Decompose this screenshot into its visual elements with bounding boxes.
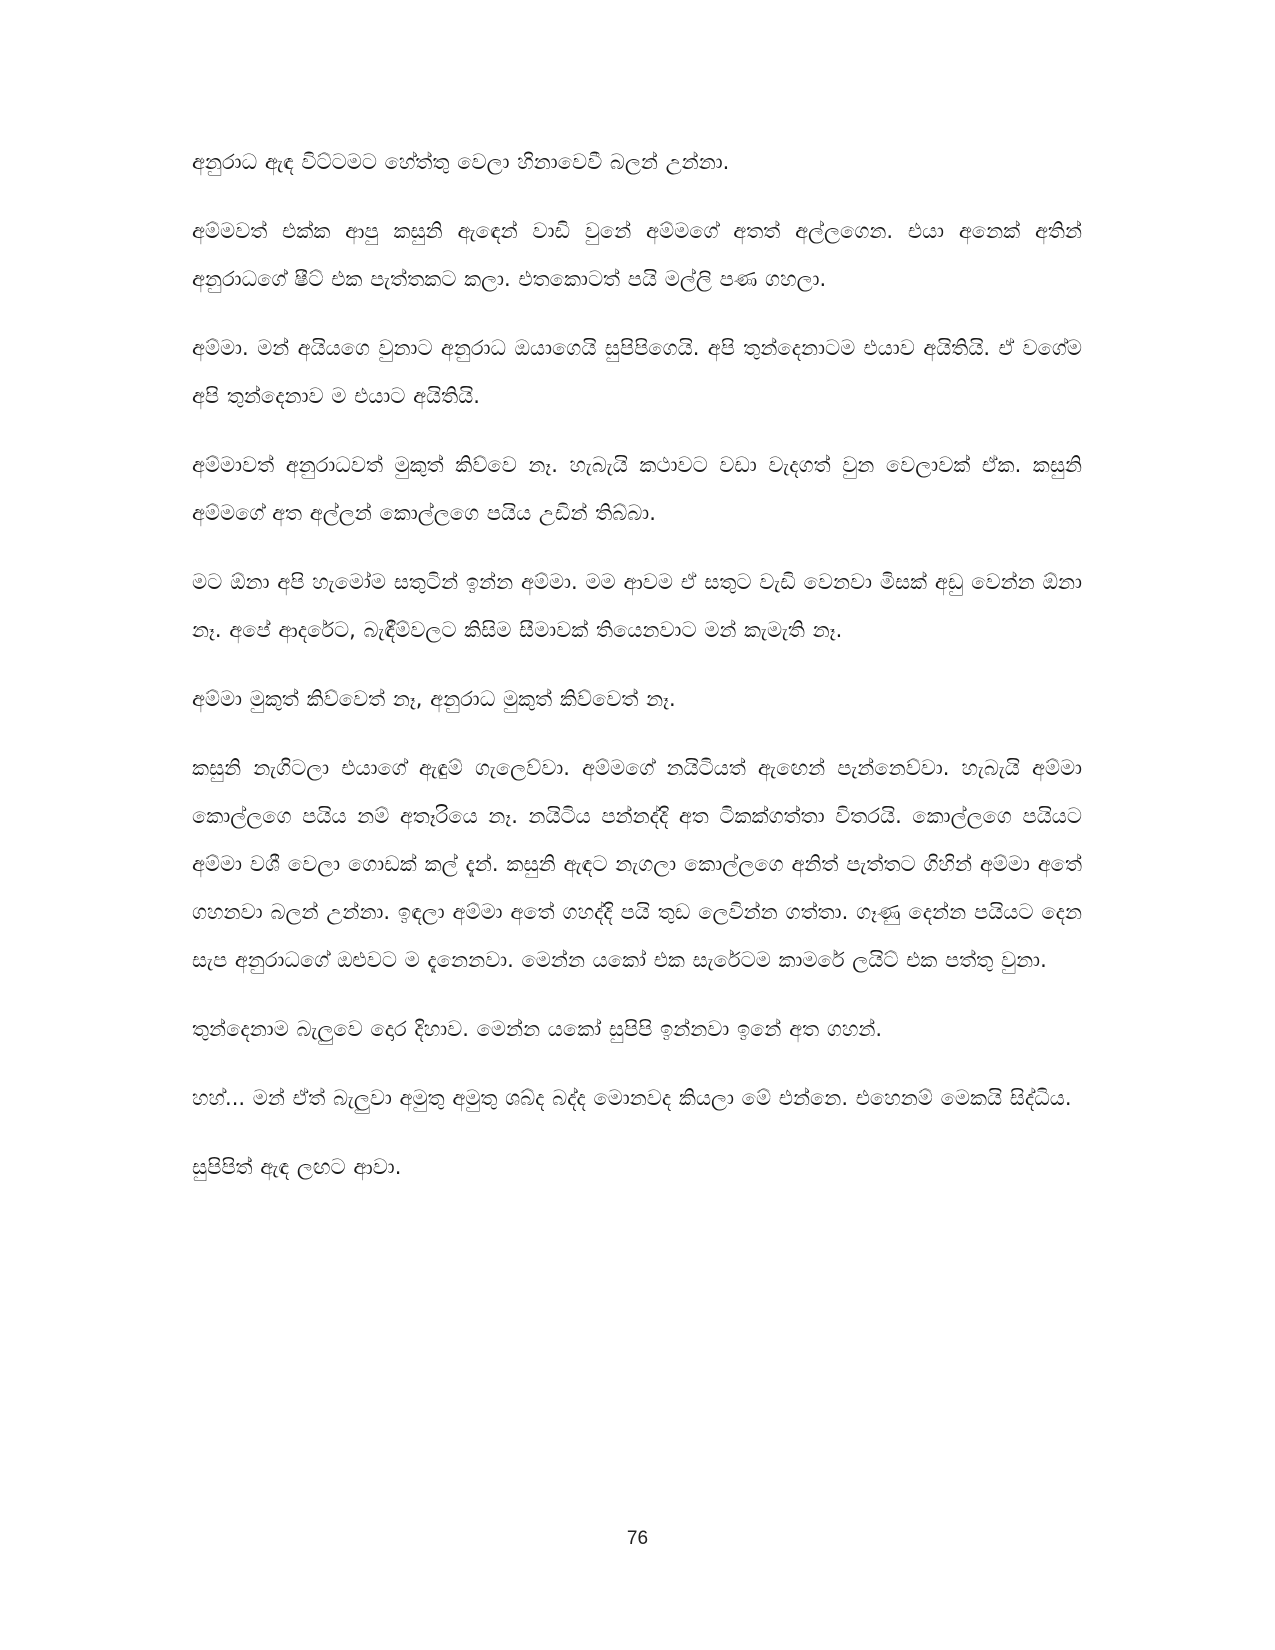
paragraph-10: සුපිපිත් ඇඳ ලඟට ආවා. [192,1155,402,1179]
paragraph-2: අම්මවත් එක්ක ආපු කසුනි ඇඳෙන් වාඩි වුනේ අම්මගේ අතත් අල්ලගෙන. එයා අනෙක් අතින් අනුරාධගේ ෂීට් එක පැත්තකට කලා. එතකොටත් පයි මල්ලි පණ ගහලා. [192,219,1082,291]
paragraph-1: අනුරාධ ඇඳ විට්ටමට හේත්තු වෙලා හිනාවෙවී බලන් උන්නා. [192,150,730,174]
body-text [192,138,1082,1212]
paragraph-8: තුන්දෙනාම බැලුවෙ දොර දිහාව. මෙන්න යකෝ සුපිපි ඉන්නවා ඉනේ අත ගහන්. [192,1017,883,1041]
paragraph-4: අම්මාවත් අනුරාධවත් මුකුත් කිව්වෙ නෑ. හැබැයි කථාවට වඩා වැදගත් වුන වෙලාවක් ඒක. කසුනි අම්මගේ අත අල්ලන් කොල්ලගෙ පයිය උඩින් තිබ්බා. [192,453,1082,525]
page-number: 76 [626,1528,649,1549]
paragraph-3: අම්මා. මන් අයියගෙ වුනාට අනුරාධ ඔයාගෙයි සුපිපිගෙයි. අපි තුන්දෙනාටම එයාව අයිතියි. ඒ වගේම අපි තුන්දෙනාව ම එයාට අයිතියි. [192,336,1082,408]
paragraph-6: අම්මා මුකුත් කිව්වෙත් නෑ, අනුරාධ මුකුත් කිව්වෙත් නෑ. [192,687,676,711]
paragraph-9: හහ්... මන් ඒත් බැලුවා අමුතු අමුතු ශබ්ද බද්ද මොනවද කියලා මේ එන්නෙ. එහෙනම් මෙකයි සිද්ධිය. [192,1086,1072,1110]
paragraph-7: කසුනි නැගිටලා එයාගේ ඇඳුම් ගැලෙව්වා. අම්මගේ නයිටියත් ඇඟෙන් පැන්නෙව්වා. හැබැයි අම්මා කොල්ලගෙ පයිය නම් අතෑරියෙ නෑ. නයිටිය පන්නද්දි අත ටිකක්ගත්තා විතරයි. කොල්ලගෙ පයියට අම්මා වශී වෙලා ගොඩක් කල් දැන්. කසුනි ඇඳට නැගලා කොල්ලගෙ අනිත් පැත්තට ගිහින් අම්මා අතේ ගහනවා බලන් උන්නා. ඉඳලා අම්මා අතේ ගහද්දි පයි තුඩ ලෙවින්න ගත්තා. ගෑණු දෙන්න පයියට දෙන සැප අනුරාධගේ ඔළුවට ම දැනෙනවා. මෙන්න යකෝ එක සැරේටම කාමරේ ලයිට් එක පත්තු වුනා. [192,756,1082,972]
paragraph-5: මට ඕනා අපි හැමෝම සතුටින් ඉන්න අම්මා. මම ආවම ඒ සතුට වැඩි වෙනවා මිසක් අඩු වෙන්න ඕනා නෑ. අපේ ආදරේට, බැඳීම්වලට කිසිම සීමාවක් තියෙනවාට මන් කැමැති නෑ. [192,570,1082,642]
